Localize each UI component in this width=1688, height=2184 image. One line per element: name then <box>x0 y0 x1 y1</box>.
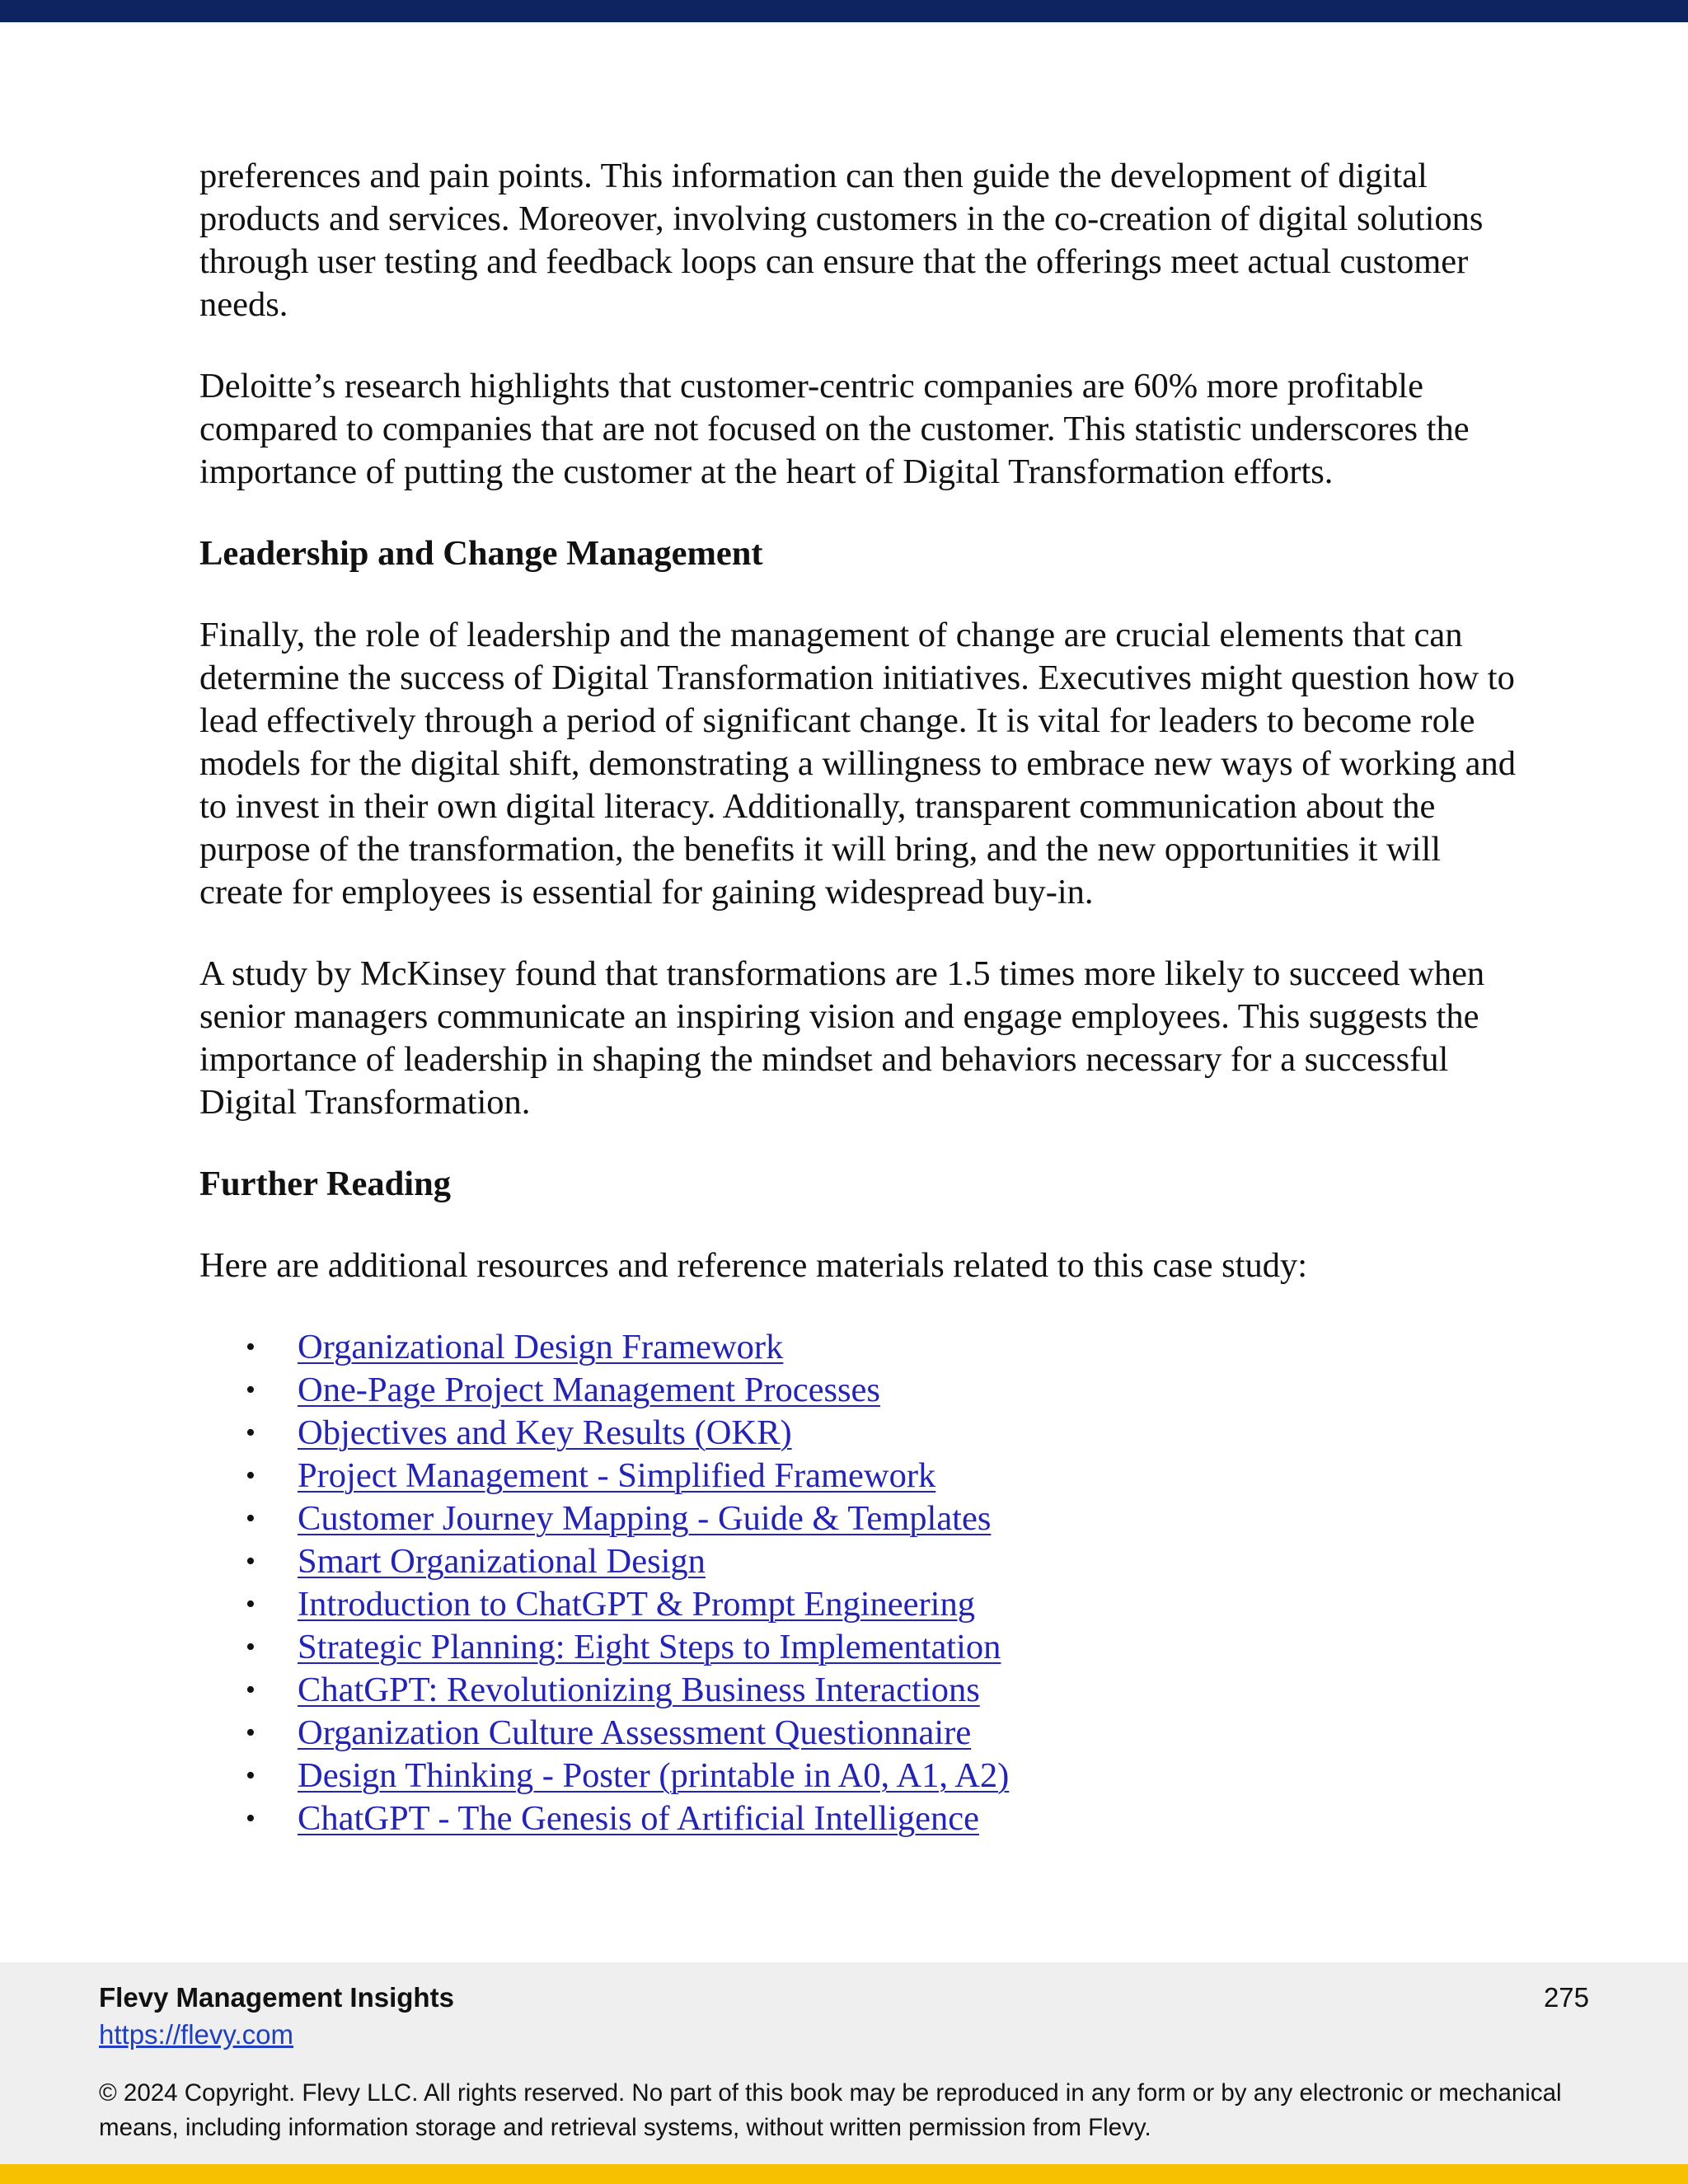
bullet-icon: • <box>246 1760 256 1791</box>
list-item <box>199 1797 1518 1840</box>
top-accent-bar <box>0 0 1688 22</box>
bullet-icon: • <box>246 1332 256 1362</box>
list-item <box>199 1626 1518 1669</box>
link-okr[interactable]: Objectives and Key Results (OKR) <box>298 1413 792 1452</box>
bullet-icon: • <box>246 1632 256 1662</box>
link-smart-organizational-design[interactable]: Smart Organizational Design <box>298 1542 706 1581</box>
bullet-icon: • <box>246 1460 256 1491</box>
link-intro-chatgpt-prompt-engineering[interactable]: Introduction to ChatGPT & Prompt Engineering <box>298 1585 975 1624</box>
list-item <box>199 1669 1518 1712</box>
bullet-icon: • <box>246 1375 256 1405</box>
heading-further-reading: Further Reading <box>199 1165 451 1203</box>
bullet-icon: • <box>246 1803 256 1834</box>
footer-url-link[interactable]: https://flevy.com <box>99 2019 293 2050</box>
list-item <box>199 1326 1518 1369</box>
bullet-icon: • <box>246 1589 256 1619</box>
list-item <box>199 1540 1518 1583</box>
list-item <box>199 1583 1518 1626</box>
paragraph-mckinsey-study: A study by McKinsey found that transformations are 1.5 times more likely to succeed when senior managers communicate an inspiring vision and engage employees. This suggests the importance of leadership in shaping the mindset and behaviors necessary for a successful Digital Transformation. <box>199 954 1485 1122</box>
copyright-notice: © 2024 Copyright. Flevy LLC. All rights reserved. No part of this book may be reproduced in any form or by any electronic or mechanical means, including information storage and retrieval systems, without written permission from Flevy. <box>99 2079 1562 2141</box>
paragraph-further-reading-intro: Here are additional resources and reference materials related to this case study: <box>199 1246 1308 1285</box>
list-item <box>199 1369 1518 1412</box>
list-item <box>199 1412 1518 1455</box>
bullet-icon: • <box>246 1546 256 1577</box>
further-reading-list <box>199 1326 1518 1840</box>
list-item <box>199 1712 1518 1755</box>
bullet-icon: • <box>246 1418 256 1448</box>
heading-leadership-change: Leadership and Change Management <box>199 534 763 573</box>
link-chatgpt-business-interactions[interactable]: ChatGPT: Revolutionizing Business Interactions <box>298 1671 980 1709</box>
paragraph-deloitte-research: Deloitte’s research highlights that customer-centric companies are 60% more profitable compared to companies that are not focused on the customer. This statistic underscores the importance of putting the customer at the heart of Digital Transformation efforts. <box>199 367 1470 491</box>
paragraph-customer-needs: preferences and pain points. This information can then guide the development of digital products and services. Moreover, involving customers in the co-creation of digital solutions through user testing and feedback loops can ensure that the offerings meet actual customer needs. <box>199 157 1484 324</box>
footer-title: Flevy Management Insights <box>99 1982 454 2013</box>
page-number: 275 <box>1543 1982 1589 2013</box>
bottom-accent-bar <box>0 2164 1688 2184</box>
link-design-thinking-poster[interactable]: Design Thinking - Poster (printable in A0, A1, A2) <box>298 1756 1010 1795</box>
page-content <box>199 155 1518 1840</box>
list-item <box>199 1497 1518 1540</box>
link-chatgpt-genesis-ai[interactable]: ChatGPT - The Genesis of Artificial Intelligence <box>298 1799 979 1838</box>
link-one-page-project-management[interactable]: One-Page Project Management Processes <box>298 1371 880 1409</box>
list-item <box>199 1755 1518 1797</box>
bullet-icon: • <box>246 1503 256 1534</box>
paragraph-leadership-role: Finally, the role of leadership and the management of change are crucial elements that can determine the success of Digital Transformation initiatives. Executives might question how to lead effectively through a period of significant change. It is vital for leaders to become role models for the digital shift, demonstrating a willingness to embrace new ways of working and to invest in their own digital literacy. Additionally, transparent communication about the purpose of the transformation, the benefits it will bring, and the new opportunities it will create for employees is essential for gaining widespread buy-in. <box>199 616 1516 912</box>
link-project-management-simplified[interactable]: Project Management - Simplified Framework <box>298 1456 936 1495</box>
bullet-icon: • <box>246 1675 256 1705</box>
list-item <box>199 1455 1518 1497</box>
page-footer <box>0 1962 1688 2164</box>
link-customer-journey-mapping[interactable]: Customer Journey Mapping - Guide & Templates <box>298 1499 992 1538</box>
bullet-icon: • <box>246 1718 256 1748</box>
link-organizational-design-framework[interactable]: Organizational Design Framework <box>298 1328 784 1366</box>
link-culture-assessment-questionnaire[interactable]: Organization Culture Assessment Questionnaire <box>298 1713 972 1752</box>
link-strategic-planning-eight-steps[interactable]: Strategic Planning: Eight Steps to Implementation <box>298 1628 1001 1666</box>
